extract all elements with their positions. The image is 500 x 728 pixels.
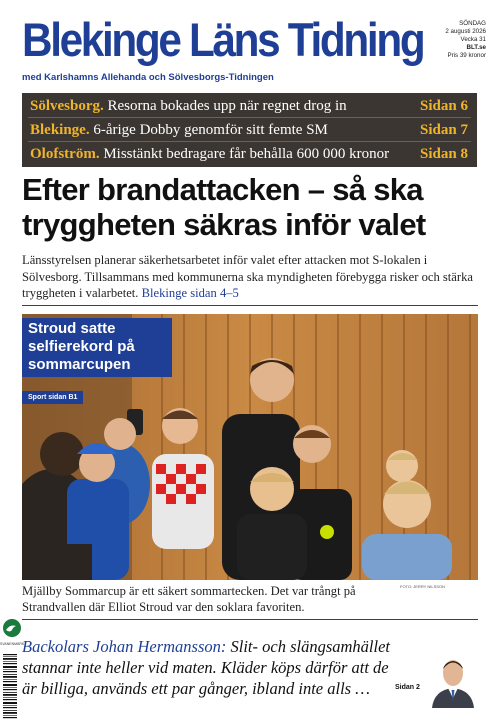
svan-eco-logo: [2, 618, 22, 642]
masthead-title: Blekinge Läns Tidning: [22, 13, 424, 66]
column-page-ref[interactable]: Sidan 2: [395, 684, 420, 691]
photo-caption: Mjällby Sommarcup är ett säkert sommartecken. Det var trångt på Strandvallen där Elliot Stroud var den soklara favoriten.: [22, 584, 356, 614]
bottom-divider: [22, 619, 478, 620]
teaser-page: Sidan 8: [420, 146, 468, 162]
teaser-item[interactable]: [30, 144, 470, 164]
lead-page-ref[interactable]: Blekinge sidan 4–5: [141, 286, 239, 300]
masthead-subtitle: med Karlshamns Allehanda och Sölvesborgs-Tidningen: [22, 72, 274, 83]
teaser-item[interactable]: [30, 96, 470, 116]
columnist-portrait: [428, 652, 478, 708]
photo-headline[interactable]: Stroud satte selfierekord på sommarcupen: [22, 318, 172, 377]
issue-date: 2 augusti 2026: [445, 28, 486, 35]
column-teaser[interactable]: [22, 636, 402, 699]
svan-label: SVANENMÄRKT: [0, 642, 27, 646]
barcode-icon: [2, 652, 18, 722]
column-text: Slit- och slängsamhället stannar inte heller vid maten. Kläder köps därför att de är billiga, används ett par gånger, ibland inte alls …: [22, 637, 391, 698]
teaser-page: Sidan 6: [420, 98, 468, 114]
teaser-bar: [22, 93, 477, 167]
teaser-item[interactable]: [30, 120, 470, 140]
teaser-divider: [28, 117, 471, 118]
teaser-text: 6-årige Dobby genomför sitt femte SM: [93, 122, 328, 138]
section-divider: [22, 305, 478, 306]
teaser-page: Sidan 7: [420, 122, 468, 138]
teaser-divider: [28, 141, 471, 142]
photo-page-ref[interactable]: Sport sidan B1: [22, 391, 83, 404]
teaser-place: Olofström.: [30, 146, 100, 162]
teaser-text: Misstänkt bedragare får behålla 600 000 kronor: [103, 146, 390, 162]
issue-week: Vecka 31: [460, 36, 486, 43]
teaser-text: Resorna bokades upp när regnet drog in: [107, 98, 347, 114]
column-author: Backolars Johan Hermansson:: [22, 637, 227, 656]
main-headline[interactable]: Efter brandattacken – så ska tryggheten säkras inför valet: [22, 172, 426, 242]
issue-price: Pris 39 kronor: [447, 52, 486, 59]
issue-site: BLT.se: [466, 44, 486, 51]
issue-info: [428, 20, 486, 60]
lead-paragraph: [22, 252, 482, 302]
issue-day: SÖNDAG: [459, 20, 486, 27]
teaser-place: Sölvesborg.: [30, 98, 104, 114]
teaser-place: Blekinge.: [30, 122, 90, 138]
lead-text: Länsstyrelsen planerar säkerhetsarbetet inför valet efter attacken mot S-lokalen i Sölvesborg. Tillsammans med kommunerna ska myndigheten förebygga risker och stärka tryggheten i valarbetet.: [22, 253, 473, 300]
photo-credit: FOTO: JERRY NILSSON: [400, 584, 445, 589]
